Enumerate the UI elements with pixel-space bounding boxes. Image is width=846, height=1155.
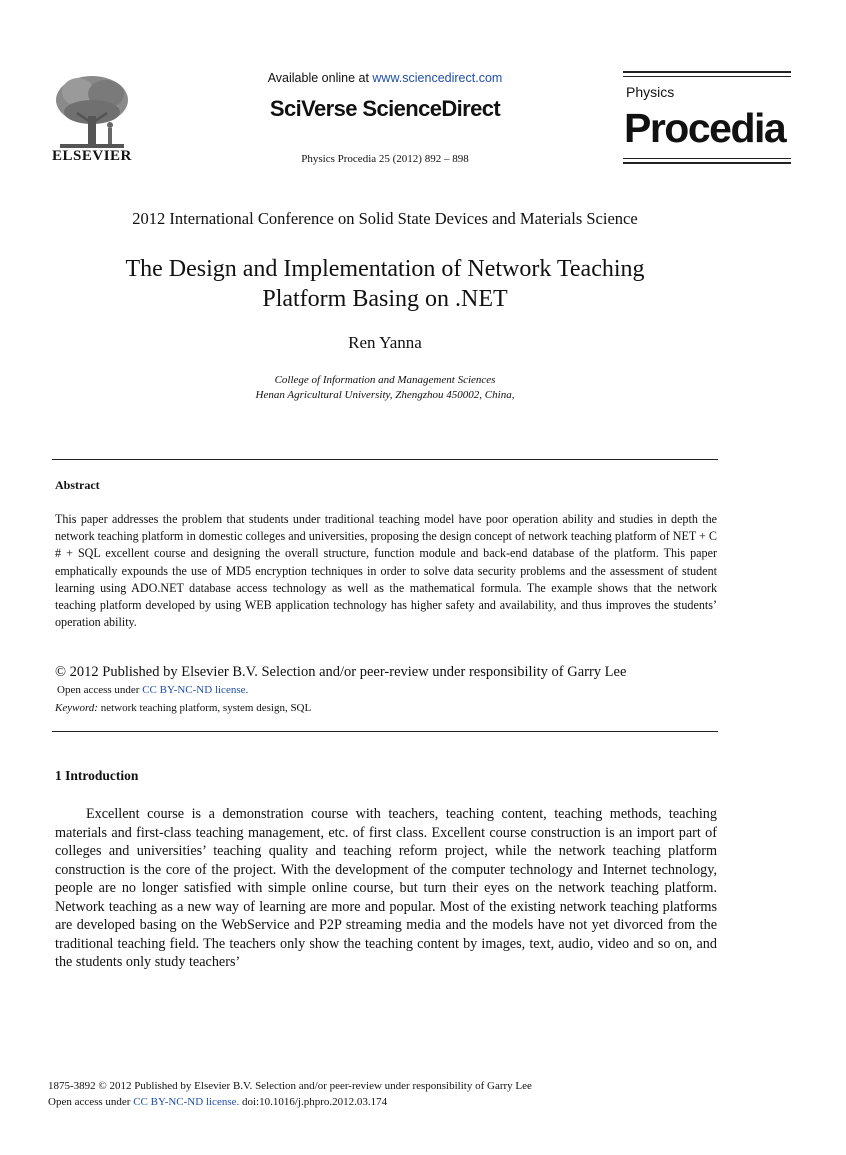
footer-issn-line: 1875-3892 © 2012 Published by Elsevier B.V. Selection and/or peer-review under responsibility of Garry Lee (48, 1080, 532, 1092)
affiliation (0, 373, 770, 403)
affiliation-line-1: College of Information and Management Sciences (274, 374, 496, 386)
copyright-notice: © 2012 Published by Elsevier B.V. Selection and/or peer-review under responsibility of Garry Lee (55, 664, 627, 680)
sciencedirect-link[interactable]: www.sciencedirect.com (372, 71, 503, 85)
open-access-notice (57, 684, 248, 696)
logo-rule-top (623, 71, 791, 73)
affiliation-line-2: Henan Agricultural University, Zhengzhou 450002, China, (255, 389, 515, 401)
abstract-text: This paper addresses the problem that students under traditional teaching model have poor operation ability and studies in depth the network teaching platform in domestic colleges and universities, proposing the design concept of network teaching platform of NET + C # + SQL excellent course and designing the overall structure, function module and back-end database of the platform. This paper emphatically expounds the use of MD5 encryption techniques in order to solve data security problems and the assessment of student learning using ADO.NET database access technology as well as the mathematical formula. The example shows that the network teaching platform developed by using WEB application technology has higher safety and availability, and thus improves the students’ operation ability. (55, 512, 717, 630)
footer-open-access-prefix: Open access under (48, 1096, 134, 1108)
footer-doi: doi:10.1016/j.phpro.2012.03.174 (239, 1096, 388, 1108)
conference-name: 2012 International Conference on Solid State Devices and Materials Science (132, 209, 638, 228)
logo-rule-top-thin (623, 76, 791, 77)
keyword-label: Keyword: (55, 702, 98, 714)
license-link[interactable]: CC BY-NC-ND license. (142, 684, 249, 696)
title-line-2: Platform Basing on .NET (262, 286, 508, 312)
available-prefix: Available online at (267, 71, 373, 85)
keyword-list: network teaching platform, system design, SQL (97, 702, 312, 714)
title-line-1: The Design and Implementation of Network Teaching (125, 256, 645, 282)
open-access-prefix: Open access under (57, 684, 143, 696)
paper-title (60, 254, 710, 314)
keywords (55, 702, 311, 714)
author-name: Ren Yanna (348, 333, 422, 352)
divider-top (52, 459, 718, 460)
footer-open-access (48, 1094, 532, 1110)
footer (48, 1078, 532, 1110)
journal-reference: Physics Procedia 25 (2012) 892 – 898 (301, 153, 469, 165)
intro-paragraph (55, 805, 717, 972)
sciverse-logo: SciVerse ScienceDirect (269, 96, 501, 121)
elsevier-wordmark: ELSEVIER (52, 148, 132, 164)
logo-rule-bottom-thin (623, 158, 791, 159)
divider-bottom (52, 731, 718, 732)
footer-license-link[interactable]: CC BY-NC-ND license. (133, 1096, 240, 1108)
journal-label-procedia: Procedia (624, 105, 786, 151)
journal-label-physics: Physics (626, 84, 675, 100)
abstract-heading: Abstract (55, 478, 100, 492)
logo-rule-bottom (623, 162, 791, 164)
intro-text: Excellent course is a demonstration course with teachers, teaching content, teaching methods, teaching materials and first-class teaching management, etc. of first class. Excellent course construction is an import part of colleges and universities’ teaching quality and teaching reform project, while the network teaching platform construction is the core of the project. With the development of the computer technology and Internet technology, people are no longer satisfied with simple online course, but turn their eyes on the network teaching platform. Network teaching as a new way of learning are more and popular. Most of the existing network teaching platforms are developed basing on the WebService and P2P streaming media and the models have not yet divorced from the traditional teaching field. The teachers only show the teaching content by images, text, audio, video and so on, and the students only study teachers’ (55, 806, 717, 970)
intro-heading: 1 Introduction (55, 768, 139, 783)
